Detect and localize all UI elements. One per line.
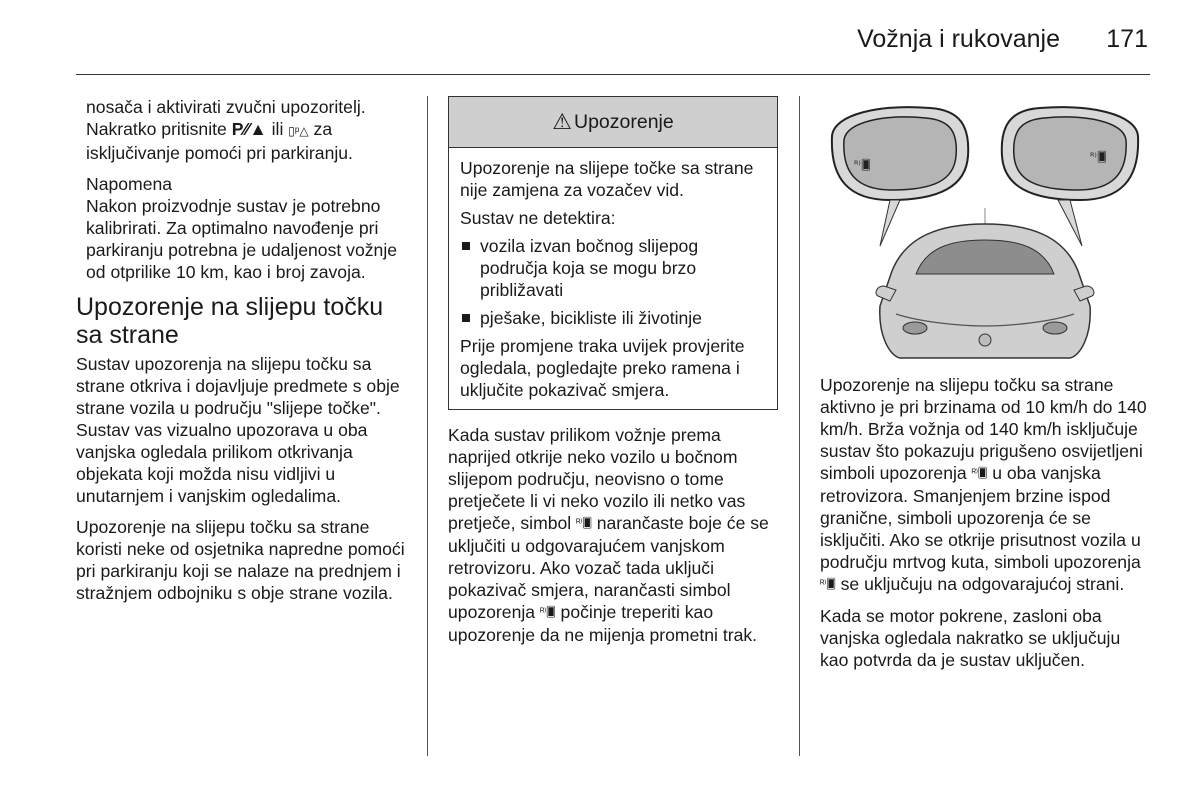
detection-paragraph [448,424,778,646]
detection-text-a: Kada sustav prilikom vožnje prema naprijed otkrije neko vozilo u bočnom slijepom području, neovisno o tome pretječete li vi neko vozilo ili netko vas pretječe, simbol [448,425,746,533]
side-blind-spot-illustration [820,96,1150,362]
blind-spot-icon: ᴿ⁾🂠 [971,468,988,479]
speed-range-paragraph [820,374,1152,596]
speed-text-c: se uključuju na odgovarajućoj strani. [840,574,1125,594]
section-paragraph-2: Upozorenje na slijepu točku sa strane koristi neke od osjetnika napredne pomoći pri parkiranju koji se nalaze na prednjem i stražnjem odbojniku s obje strane vozila. [76,517,405,603]
intro-text-mid: ili [271,119,284,139]
column-divider-1 [427,96,428,756]
list-item [460,235,767,301]
intro-text-post: za isključivanje pomoći pri parkiranju. [86,119,353,163]
header-rule [76,74,1150,75]
list-item-text: vozila izvan bočnog slijepog područja koja se mogu brzo približavati [480,236,699,300]
page-number: 171 [1106,25,1148,53]
bullet-square-icon [462,314,470,322]
speed-text-a: Upozorenje na slijepu točku sa strane aktivno je pri brzinama od 10 km/h do 140 km/h. Brža vožnja od 140 km/h isključuje sustav što pokazuju prigušeno osvijetljeni simboli upozorenja [820,375,1147,483]
warning-title: Upozorenje [574,111,674,133]
bullet-square-icon [462,242,470,250]
note-title: Napomena [86,174,173,194]
note-body: Nakon proizvodnje sustav je potrebno kalibrirati. Za optimalno navođenje pri parkiranju potrebna je udaljenost vožnje od otprilike 10 km, kao i broj zavoja. [86,196,398,282]
column-3 [820,96,1152,680]
running-title: Vožnja i rukovanje [857,25,1060,53]
warning-triangle-icon: ⚠ [552,109,572,134]
parking-assist-button-icon: ▯ᵖ△ [288,124,309,138]
section-paragraph-1: Sustav upozorenja na slijepu točku sa strane otkriva i dojavljuje predmete s obje strane vozila u području "slijepe točke". Sustav vas vizualno upozorava u oba vanjska ogledala prilikom otkrivanja objekata koji možda nisu vidljivi u unutarnjem i vanjskim ogledalima. [76,354,400,506]
warning-paragraph-2: Sustav ne detektira: [460,208,616,228]
warning-bullet-list [460,235,767,329]
parking-button-icon: P⁄⁄▲ [231,119,267,139]
intro-paragraph [76,96,408,164]
list-item [460,307,767,329]
svg-text:ᴿ⁾🂠: ᴿ⁾🂠 [1090,152,1108,163]
list-item-text: pješake, bicikliste ili životinje [480,308,702,328]
column-1 [76,96,408,613]
column-2 [448,96,778,655]
intro-text-pre: nosača i aktivirati zvučni upozoritelj. Nakratko pritisnite [86,97,366,139]
warning-header [449,97,777,148]
speed-text-b: u oba vanjska retrovizora. Smanjenjem brzine ispod granične, simboli upozorenja će se isključiti. Ako se otkrije prisutnost vozila u području mrtvog kuta, simboli upozorenja [820,463,1141,572]
warning-paragraph-3: Prije promjene traka uvijek provjerite ogledala, pogledajte preko ramena i uključite pokazivač smjera. [460,336,745,400]
blind-spot-icon: ᴿ⁾🂠 [576,518,592,529]
section-heading: Upozorenje na slijepu točku sa strane [76,293,384,349]
svg-text:ᴿ⁾🂠: ᴿ⁾🂠 [854,160,872,171]
blind-spot-icon: ᴿ⁾🂠 [539,607,556,618]
right-mirror-icon [1002,107,1138,200]
detection-text-c: počinje treperiti kao upozorenje da ne mijenja prometni trak. [448,602,758,645]
warning-box [448,96,778,410]
left-mirror-icon [832,107,968,200]
warning-paragraph-1: Upozorenje na slijepe točke sa strane nije zamjena za vozačev vid. [460,158,754,200]
page-header [0,0,1200,76]
warning-content [449,148,777,409]
startup-paragraph: Kada se motor pokrene, zasloni oba vanjska ogledala nakratko se uključuju kao potvrda da je sustav uključen. [820,606,1121,670]
blind-spot-icon: ᴿ⁾🂠 [820,579,836,590]
detection-text-b: narančaste boje će se uključiti u odgovarajućem vanjskom retrovizoru. Ako vozač tada uključi pokazivač smjera, narančasti simbol upozorenja [448,513,769,622]
column-divider-2 [799,96,800,756]
